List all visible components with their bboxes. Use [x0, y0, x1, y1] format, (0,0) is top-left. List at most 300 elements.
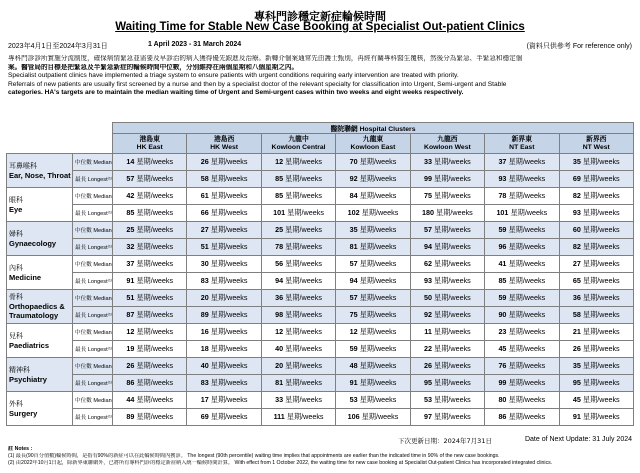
waiting-time-cell [187, 375, 261, 392]
cluster-column-header [261, 134, 335, 154]
note-item: (1) 最長(90百分值數)輪候時間，是指有90%的新症可以在此輪候時間內獲診。 The longest (90th percentile) waiting time implies that appointments are earlier than the indicated time in 90% of the new case bookings. [8, 453, 500, 459]
waiting-time-cell [187, 154, 261, 171]
weeks-unit: 星期/weeks [359, 293, 397, 302]
weeks-value: 37 [498, 157, 507, 166]
cluster-name-zh: 港島東 [139, 135, 160, 143]
weeks-unit: 星期/weeks [136, 412, 174, 421]
page-title-en: Waiting Time for Stable New Case Booking at Specialist Out-patient Clinics [115, 21, 525, 33]
weeks-value: 17 [200, 395, 209, 404]
weeks-unit: 星期/weeks [359, 276, 397, 285]
weeks-value: 53 [424, 395, 433, 404]
waiting-time-cell [187, 188, 261, 205]
waiting-time-cell [410, 154, 484, 171]
weeks-value: 93 [572, 208, 581, 217]
waiting-time-cell [261, 188, 335, 205]
weeks-unit: 星期/weeks [285, 395, 322, 404]
weeks-unit: 星期/weeks [508, 412, 546, 421]
cluster-column-header [410, 134, 484, 154]
weeks-value: 32 [126, 242, 135, 251]
waiting-time-cell [336, 205, 410, 222]
weeks-unit: 星期/weeks [508, 157, 546, 166]
weeks-unit: 星期/weeks [136, 310, 174, 319]
table-row [7, 273, 634, 290]
weeks-value: 82 [572, 242, 581, 251]
weeks-unit: 星期/weeks [508, 310, 546, 319]
waiting-time-cell [261, 273, 335, 290]
weeks-value: 78 [275, 242, 284, 251]
weeks-unit: 星期/weeks [285, 378, 322, 387]
waiting-time-cell [261, 324, 335, 341]
waiting-time-cell [261, 307, 335, 324]
waiting-time-cell [261, 154, 335, 171]
period-row [8, 41, 632, 52]
specialty-name-zh: 骨科 [9, 294, 23, 301]
weeks-value: 84 [349, 191, 358, 200]
weeks-unit: 星期/weeks [285, 310, 322, 319]
waiting-time-cell [113, 324, 187, 341]
reference-note: (資料只供參考 For reference only) [526, 43, 632, 50]
weeks-unit: 星期/weeks [361, 208, 399, 217]
weeks-unit: 星期/weeks [582, 276, 620, 285]
table-row [7, 324, 634, 341]
weeks-value: 93 [424, 276, 433, 285]
weeks-unit: 星期/weeks [359, 327, 397, 336]
weeks-value: 85 [275, 174, 284, 183]
weeks-value: 95 [424, 378, 433, 387]
weeks-unit: 星期/weeks [285, 344, 322, 353]
median-label: 中位數 Median [73, 154, 113, 171]
weeks-value: 27 [200, 225, 209, 234]
waiting-time-cell [485, 171, 559, 188]
weeks-value: 76 [498, 361, 507, 370]
waiting-time-cell [113, 205, 187, 222]
weeks-unit: 星期/weeks [136, 208, 174, 217]
waiting-time-cell [410, 222, 484, 239]
weeks-unit: 星期/weeks [136, 395, 174, 404]
waiting-time-cell [336, 239, 410, 256]
weeks-value: 41 [498, 259, 507, 268]
weeks-unit: 星期/weeks [136, 293, 174, 302]
table-body [7, 154, 634, 426]
weeks-value: 59 [349, 344, 358, 353]
weeks-value: 69 [572, 174, 581, 183]
weeks-unit: 星期/weeks [136, 327, 174, 336]
waiting-time-cell [336, 375, 410, 392]
weeks-unit: 星期/weeks [359, 378, 397, 387]
waiting-time-cell [113, 375, 187, 392]
waiting-time-cell [261, 222, 335, 239]
longest-label: 最長 Longest⁽¹⁾ [73, 273, 113, 290]
weeks-unit: 星期/weeks [434, 293, 471, 302]
waiting-time-cell [559, 239, 633, 256]
weeks-unit: 星期/weeks [285, 276, 322, 285]
waiting-time-cell [336, 409, 410, 426]
weeks-unit: 星期/weeks [285, 293, 322, 302]
cluster-name-en: NT East [509, 143, 535, 151]
waiting-time-cell [410, 290, 484, 307]
weeks-unit: 星期/weeks [434, 174, 471, 183]
waiting-time-cell [559, 307, 633, 324]
weeks-value: 19 [126, 344, 135, 353]
weeks-unit: 星期/weeks [582, 242, 620, 251]
waiting-time-cell [559, 392, 633, 409]
weeks-value: 35 [349, 225, 358, 234]
cluster-name-en: Kowloon West [424, 143, 471, 151]
waiting-time-cell [187, 171, 261, 188]
weeks-unit: 星期/weeks [434, 225, 471, 234]
weeks-unit: 星期/weeks [210, 225, 248, 234]
weeks-unit: 星期/weeks [210, 259, 248, 268]
weeks-unit: 星期/weeks [508, 191, 546, 200]
weeks-unit: 星期/weeks [210, 293, 248, 302]
longest-label: 最長 Longest⁽¹⁾ [73, 341, 113, 358]
median-label: 中位數 Median [73, 290, 113, 307]
weeks-unit: 星期/weeks [359, 344, 397, 353]
longest-label: 最長 Longest⁽¹⁾ [73, 375, 113, 392]
waiting-time-cell [485, 392, 559, 409]
weeks-unit: 星期/weeks [136, 259, 174, 268]
waiting-time-cell [187, 307, 261, 324]
weeks-unit: 星期/weeks [286, 412, 324, 421]
weeks-value: 12 [126, 327, 135, 336]
weeks-unit: 星期/weeks [210, 412, 248, 421]
weeks-value: 58 [572, 310, 581, 319]
waiting-time-cell [261, 256, 335, 273]
specialty-name-zh: 精神科 [9, 366, 30, 374]
weeks-unit: 星期/weeks [582, 208, 620, 217]
cluster-column-header [113, 134, 187, 154]
weeks-unit: 星期/weeks [210, 208, 248, 217]
intro-line: 案。醫管局的目標是把緊急及半緊急新症的輪候時間中位數，分別維持在兩個星期和八個星期之內。 [8, 63, 299, 71]
weeks-unit: 星期/weeks [434, 310, 471, 319]
waiting-time-cell [559, 171, 633, 188]
weeks-value: 57 [349, 293, 358, 302]
weeks-unit: 星期/weeks [285, 225, 322, 234]
cluster-name-zh: 九龍東 [362, 135, 384, 143]
waiting-time-cell [485, 188, 559, 205]
intro-line: Referrals of new patients are usually first screened by a nurse and then by a specialist doctor of the relevant specialty for classification into Urgent, Semi-urgent and Stable [8, 80, 507, 88]
weeks-unit: 星期/weeks [582, 361, 620, 370]
table-row [7, 239, 634, 256]
table-row [7, 171, 634, 188]
weeks-value: 92 [424, 310, 433, 319]
weeks-value: 57 [126, 174, 135, 183]
next-update-zh: 下次更新日期：2024年7月31日 [398, 437, 492, 445]
waiting-time-cell [336, 307, 410, 324]
weeks-unit: 星期/weeks [434, 157, 471, 166]
weeks-value: 98 [275, 310, 284, 319]
waiting-time-cell [336, 358, 410, 375]
waiting-time-cell [336, 171, 410, 188]
intro-text [8, 55, 632, 98]
weeks-value: 94 [424, 242, 433, 251]
weeks-unit: 星期/weeks [582, 174, 620, 183]
longest-label: 最長 Longest⁽¹⁾ [73, 307, 113, 324]
waiting-time-cell [187, 222, 261, 239]
cluster-column-header [485, 134, 559, 154]
waiting-time-cell [485, 307, 559, 324]
cluster-column-header [336, 134, 410, 154]
weeks-unit: 星期/weeks [508, 293, 546, 302]
weeks-value: 85 [126, 208, 135, 217]
waiting-time-cell [485, 273, 559, 290]
page-title-zh: 專科門診穩定新症輪候時間 [254, 10, 386, 23]
weeks-value: 81 [349, 242, 358, 251]
weeks-unit: 星期/weeks [136, 276, 174, 285]
weeks-value: 78 [498, 191, 507, 200]
weeks-unit: 星期/weeks [359, 157, 397, 166]
waiting-time-cell [485, 324, 559, 341]
table-row [7, 205, 634, 222]
weeks-value: 97 [424, 412, 433, 421]
waiting-time-cell [485, 358, 559, 375]
notes-heading: 註 Notes : [8, 446, 33, 452]
specialty-name-en: Medicine [9, 272, 42, 282]
intro-line: categories. HA's targets are to maintain the median waiting time of Urgent and Semi-urgent cases within two weeks and eight weeks respectively. [8, 89, 464, 97]
next-update-en: Date of Next Update: 31 July 2024 [524, 436, 632, 443]
weeks-unit: 星期/weeks [285, 259, 322, 268]
waiting-time-cell [113, 273, 187, 290]
weeks-value: 26 [200, 157, 209, 166]
longest-label: 最長 Longest⁽¹⁾ [73, 239, 113, 256]
table-row [7, 375, 634, 392]
weeks-value: 56 [275, 259, 284, 268]
weeks-value: 60 [572, 225, 581, 234]
table-row [7, 341, 634, 358]
weeks-unit: 星期/weeks [582, 412, 620, 421]
weeks-unit: 星期/weeks [359, 174, 397, 183]
waiting-time-cell [410, 358, 484, 375]
weeks-unit: 星期/weeks [359, 242, 397, 251]
weeks-value: 101 [273, 208, 286, 217]
weeks-value: 40 [200, 361, 209, 370]
weeks-unit: 星期/weeks [508, 242, 546, 251]
weeks-value: 87 [126, 310, 135, 319]
weeks-value: 36 [572, 293, 581, 302]
specialty-cell [7, 358, 73, 392]
weeks-value: 37 [126, 259, 135, 268]
waiting-time-cell [559, 358, 633, 375]
specialty-cell [7, 222, 73, 256]
weeks-value: 99 [424, 174, 433, 183]
cluster-name-en: Kowloon Central [271, 143, 326, 151]
weeks-unit: 星期/weeks [582, 191, 620, 200]
waiting-time-cell [559, 154, 633, 171]
waiting-time-cell [261, 358, 335, 375]
weeks-value: 30 [200, 259, 209, 268]
note-item: (2) 由2022年10月1日起，除新界東聯網外，已將所有專科門診的穩定新症納入統一輪候時間計算。 With effect from 1 October 2022, the waiting time for new case booking at Specialist Out-patient Clinics has incorporated integrated clinics. [8, 460, 553, 466]
specialty-name-en: Ear, Nose, Throat [9, 170, 71, 180]
waiting-time-cell [410, 205, 484, 222]
waiting-time-cell [336, 324, 410, 341]
waiting-time-cell [485, 239, 559, 256]
waiting-time-cell [113, 154, 187, 171]
waiting-time-cell [187, 392, 261, 409]
waiting-time-cell [485, 256, 559, 273]
specialty-cell [7, 290, 73, 324]
weeks-value: 11 [424, 327, 432, 336]
weeks-value: 58 [200, 174, 209, 183]
weeks-value: 93 [498, 174, 507, 183]
waiting-time-cell [187, 239, 261, 256]
weeks-unit: 星期/weeks [508, 259, 546, 268]
waiting-time-cell [559, 205, 633, 222]
weeks-value: 83 [200, 276, 209, 285]
waiting-time-cell [485, 154, 559, 171]
weeks-unit: 星期/weeks [434, 378, 471, 387]
weeks-unit: 星期/weeks [508, 174, 546, 183]
median-label: 中位數 Median [73, 324, 113, 341]
weeks-unit: 星期/weeks [582, 395, 620, 404]
waiting-time-cell [261, 239, 335, 256]
longest-label: 最長 Longest⁽¹⁾ [73, 171, 113, 188]
cluster-name-en: Kowloon East [350, 143, 396, 151]
weeks-unit: 星期/weeks [136, 191, 174, 200]
waiting-time-cell [113, 171, 187, 188]
weeks-unit: 星期/weeks [136, 344, 174, 353]
waiting-time-cell [559, 256, 633, 273]
weeks-value: 25 [275, 225, 284, 234]
waiting-time-cell [187, 290, 261, 307]
cluster-name-en: NT West [582, 143, 610, 151]
waiting-time-cell [336, 290, 410, 307]
weeks-unit: 星期/weeks [285, 157, 322, 166]
weeks-unit: 星期/weeks [136, 225, 174, 234]
intro-line: 專科門診診所實施分流制度，確保病情緊急並需要及早診治的病人獲得優先跟進及治療。新轉介個案通常先由護士甄別，再經有關專科醫生覆核，然後分為緊急、半緊急和穩定個 [8, 55, 523, 62]
waiting-time-table [6, 122, 634, 426]
waiting-time-cell [410, 324, 484, 341]
weeks-value: 42 [126, 191, 135, 200]
specialty-cell [7, 256, 73, 290]
weeks-value: 33 [275, 395, 284, 404]
weeks-value: 36 [275, 293, 284, 302]
waiting-time-cell [336, 273, 410, 290]
weeks-unit: 星期/weeks [210, 276, 248, 285]
table-row [7, 154, 634, 171]
waiting-time-cell [187, 358, 261, 375]
weeks-value: 101 [496, 208, 509, 217]
waiting-time-cell [410, 392, 484, 409]
waiting-time-cell [559, 273, 633, 290]
waiting-time-cell [336, 188, 410, 205]
waiting-time-cell [187, 324, 261, 341]
weeks-value: 111 [273, 412, 285, 421]
waiting-time-cell [485, 341, 559, 358]
weeks-unit: 星期/weeks [434, 412, 471, 421]
waiting-time-cell [559, 188, 633, 205]
specialty-name-en: Psychiatry [9, 374, 47, 384]
weeks-unit: 星期/weeks [582, 293, 620, 302]
waiting-time-cell [485, 375, 559, 392]
weeks-unit: 星期/weeks [285, 191, 322, 200]
weeks-unit: 星期/weeks [136, 174, 174, 183]
table-row [7, 256, 634, 273]
weeks-unit: 星期/weeks [136, 378, 174, 387]
weeks-value: 57 [424, 225, 433, 234]
waiting-time-cell [485, 290, 559, 307]
weeks-value: 22 [424, 344, 433, 353]
weeks-value: 16 [200, 327, 209, 336]
specialty-name-en: Surgery [9, 408, 38, 418]
weeks-unit: 星期/weeks [210, 157, 248, 166]
cluster-name-zh: 新界西 [586, 135, 607, 143]
weeks-unit: 星期/weeks [508, 276, 546, 285]
weeks-unit: 星期/weeks [508, 378, 546, 387]
weeks-value: 69 [200, 412, 209, 421]
cluster-column-header [187, 134, 261, 154]
waiting-time-cell [559, 222, 633, 239]
median-label: 中位數 Median [73, 256, 113, 273]
weeks-value: 12 [275, 327, 284, 336]
weeks-unit: 星期/weeks [359, 310, 397, 319]
specialty-cell [7, 188, 73, 222]
waiting-time-cell [113, 341, 187, 358]
waiting-time-cell [485, 222, 559, 239]
cluster-name-zh: 九龍西 [437, 135, 458, 143]
weeks-value: 20 [200, 293, 209, 302]
longest-label: 最長 Longest⁽¹⁾ [73, 409, 113, 426]
cluster-name-zh: 九龍中 [288, 135, 309, 143]
weeks-value: 26 [424, 361, 433, 370]
specialty-name-zh: 眼科 [9, 196, 23, 204]
weeks-value: 59 [498, 293, 507, 302]
weeks-value: 51 [126, 293, 135, 302]
median-label: 中位數 Median [73, 222, 113, 239]
weeks-value: 53 [349, 395, 358, 404]
weeks-unit: 星期/weeks [210, 242, 248, 251]
weeks-value: 89 [126, 412, 135, 421]
weeks-value: 85 [275, 191, 284, 200]
weeks-value: 51 [200, 242, 209, 251]
waiting-time-cell [261, 205, 335, 222]
intro-line: Specialist outpatient clinics have implemented a triage system to ensure patients with urgent conditions requiring early intervention are treated with priority. [8, 72, 459, 80]
median-label: 中位數 Median [73, 188, 113, 205]
weeks-value: 82 [572, 191, 581, 200]
weeks-unit: 星期/weeks [582, 225, 620, 234]
weeks-unit: 星期/weeks [359, 191, 397, 200]
table-row [7, 307, 634, 324]
weeks-unit: 星期/weeks [210, 174, 248, 183]
waiting-time-cell [187, 341, 261, 358]
weeks-unit: 星期/weeks [210, 327, 248, 336]
weeks-value: 66 [200, 208, 209, 217]
specialty-name-en: Gynaecology [9, 238, 57, 248]
waiting-time-cell [559, 375, 633, 392]
waiting-time-cell [113, 290, 187, 307]
weeks-unit: 星期/weeks [434, 276, 471, 285]
weeks-value: 99 [498, 378, 507, 387]
weeks-unit: 星期/weeks [359, 395, 397, 404]
weeks-value: 61 [200, 191, 209, 200]
weeks-value: 57 [349, 259, 358, 268]
waiting-time-cell [113, 409, 187, 426]
specialty-name-zh: 耳鼻喉科 [9, 162, 37, 170]
weeks-value: 18 [200, 344, 209, 353]
cluster-name-en: HK West [210, 143, 239, 151]
specialty-cell [7, 154, 73, 188]
weeks-unit: 星期/weeks [359, 259, 397, 268]
weeks-unit: 星期/weeks [582, 327, 620, 336]
weeks-value: 25 [126, 225, 135, 234]
weeks-value: 90 [498, 310, 507, 319]
waiting-time-cell [113, 188, 187, 205]
weeks-unit: 星期/weeks [210, 378, 248, 387]
specialty-cell [7, 324, 73, 358]
weeks-value: 26 [126, 361, 135, 370]
waiting-time-cell [113, 256, 187, 273]
weeks-value: 21 [572, 327, 581, 336]
waiting-time-cell [187, 409, 261, 426]
